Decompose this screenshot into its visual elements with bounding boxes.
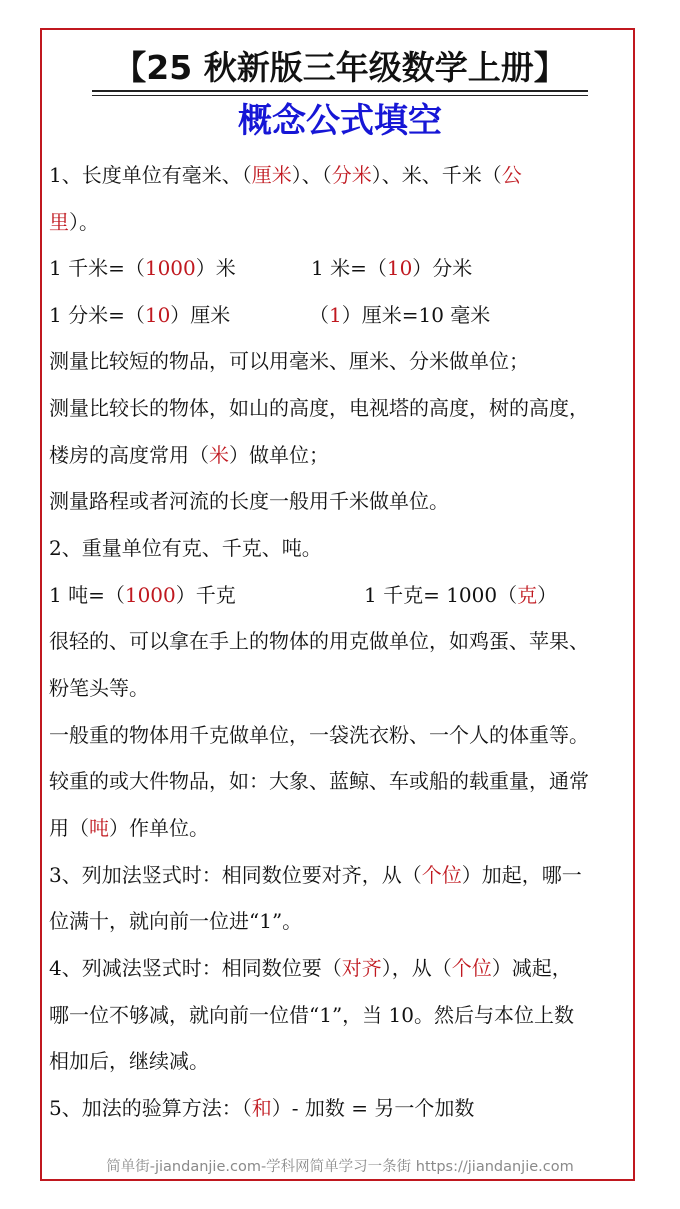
s2-conversion-t: 1 吨=（1000）千克: [49, 583, 236, 607]
answer: 对齐: [341, 956, 382, 980]
page-title: 【25 秋新版三年级数学上册】: [113, 48, 567, 87]
footer-watermark: 简单街-jiandanjie.com-学科网简单学习一条街 https://jiandanjie.com: [106, 1159, 574, 1175]
s1-line1: 1、长度单位有毫米、（厘米）、（分米）、米、千米（公: [49, 163, 522, 187]
answer: 1000: [124, 583, 176, 607]
answer: 公: [501, 163, 522, 187]
s2-text5: 用（吨）作单位。: [49, 816, 209, 840]
s2-heading: 2、重量单位有克、千克、吨。: [49, 536, 322, 560]
s1-text2: 测量比较长的物体，如山的高度，电视塔的高度，树的高度，: [49, 396, 589, 420]
s1-conversion-cm: （1）厘米=10 毫米: [309, 303, 491, 327]
answer: 个位: [421, 863, 462, 887]
answer: 1000: [144, 256, 196, 280]
title-underline: [92, 90, 588, 92]
s4-line1: 4、列减法竖式时：相同数位要（对齐），从（个位）减起，: [49, 956, 572, 980]
s2-text3: 一般重的物体用千克做单位，一袋洗衣粉、一个人的体重等。: [49, 723, 589, 747]
s4-line2: 哪一位不够减，就向前一位借“1”，当 10。然后与本位上数: [49, 1003, 574, 1027]
s1-conversion-km: 1 千米=（1000）米: [49, 256, 236, 280]
s1-text1: 测量比较短的物品，可以用毫米、厘米、分米做单位；: [49, 349, 529, 373]
s1-text4: 测量路程或者河流的长度一般用千米做单位。: [49, 489, 449, 513]
s2-text1: 很轻的、可以拿在手上的物体的用克做单位，如鸡蛋、苹果、: [49, 629, 589, 653]
answer: 厘米: [251, 163, 292, 187]
s3-line1: 3、列加法竖式时：相同数位要对齐，从（个位）加起，哪一: [49, 863, 582, 887]
s1-text3: 楼房的高度常用（米）做单位；: [49, 443, 329, 467]
title-underline-thin: [92, 95, 588, 96]
page-subtitle: 概念公式填空: [238, 101, 442, 141]
answer: 米: [209, 443, 229, 467]
s2-conversion-kg: 1 千克= 1000（克）: [364, 583, 558, 607]
s2-text4: 较重的或大件物品，如：大象、蓝鲸、车或船的载重量，通常: [49, 769, 589, 793]
s1-conversion-dm: 1 分米=（10）厘米: [49, 303, 231, 327]
answer: 里: [49, 210, 69, 234]
answer: 个位: [451, 956, 492, 980]
s2-text2: 粉笔头等。: [49, 676, 149, 700]
s4-line3: 相加后，继续减。: [49, 1049, 209, 1073]
answer: 1: [329, 303, 342, 327]
answer: 10: [386, 256, 413, 280]
s1-line2: 里）。: [49, 210, 99, 234]
s1-conversion-m: 1 米=（10）分米: [311, 256, 473, 280]
answer: 克: [517, 583, 538, 607]
answer: 分米: [331, 163, 372, 187]
answer: 10: [144, 303, 171, 327]
answer: 和: [251, 1096, 272, 1120]
s5-line1: 5、加法的验算方法：（和）- 加数 = 另一个加数: [49, 1096, 475, 1120]
answer: 吨: [89, 816, 109, 840]
s3-line2: 位满十，就向前一位进“1”。: [49, 909, 303, 933]
